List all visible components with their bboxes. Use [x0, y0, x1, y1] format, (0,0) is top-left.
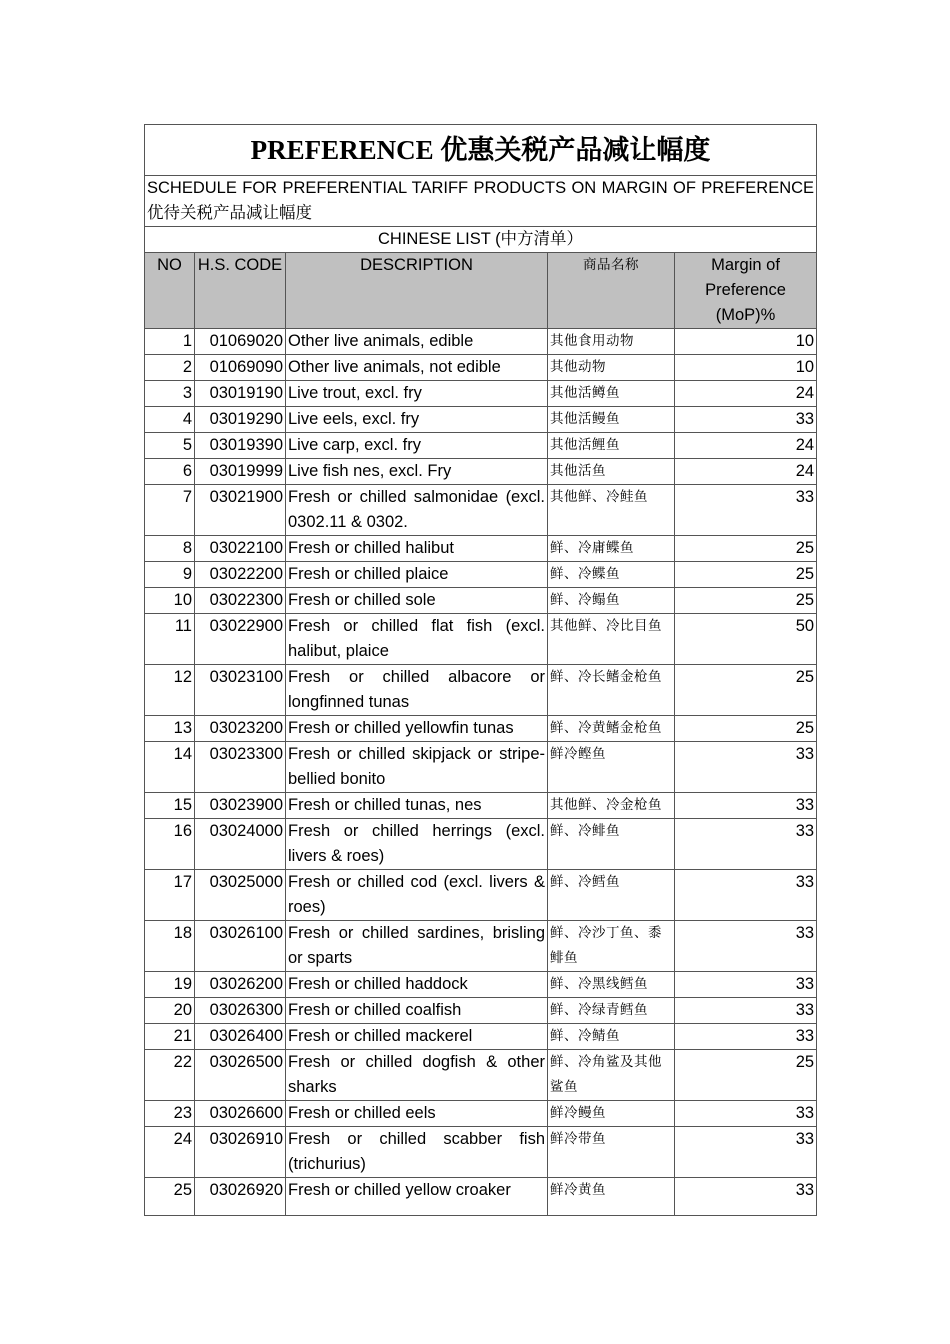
row-chinese-name: 鲜冷带鱼 — [548, 1127, 675, 1178]
row-chinese-name: 其他活鳗鱼 — [548, 407, 675, 433]
row-description: Fresh or chilled flat fish (excl. halibut, plaice — [286, 614, 548, 665]
row-margin: 33 — [675, 1024, 817, 1050]
row-hs-code: 03026600 — [195, 1101, 286, 1127]
row-hs-code: 03023100 — [195, 665, 286, 716]
row-description: Fresh or chilled sole — [286, 588, 548, 614]
row-hs-code: 03026910 — [195, 1127, 286, 1178]
row-hs-code: 03023200 — [195, 716, 286, 742]
row-chinese-name: 其他活鱼 — [548, 459, 675, 485]
table-row — [145, 1024, 817, 1050]
row-chinese-name: 鲜、冷鲱鱼 — [548, 819, 675, 870]
row-hs-code: 03023900 — [195, 793, 286, 819]
header-chinese-name: 商品名称 — [548, 253, 675, 329]
row-chinese-name: 鲜冷黄鱼 — [548, 1178, 675, 1216]
row-no: 19 — [145, 972, 195, 998]
row-description: Fresh or chilled coalfish — [286, 998, 548, 1024]
row-chinese-name: 鲜、冷绿青鳕鱼 — [548, 998, 675, 1024]
row-chinese-name: 其他活鳟鱼 — [548, 381, 675, 407]
row-description: Fresh or chilled herrings (excl. livers & roes) — [286, 819, 548, 870]
table-row — [145, 329, 817, 355]
row-chinese-name: 其他鲜、冷鲑鱼 — [548, 485, 675, 536]
row-description: Fresh or chilled tunas, nes — [286, 793, 548, 819]
row-no: 25 — [145, 1178, 195, 1216]
row-description: Live eels, excl. fry — [286, 407, 548, 433]
table-row — [145, 588, 817, 614]
row-chinese-name: 鲜、冷鲽鱼 — [548, 562, 675, 588]
row-margin: 24 — [675, 381, 817, 407]
row-margin: 50 — [675, 614, 817, 665]
table-row — [145, 921, 817, 972]
row-hs-code: 03022900 — [195, 614, 286, 665]
table-row — [145, 870, 817, 921]
table-row — [145, 536, 817, 562]
row-no: 6 — [145, 459, 195, 485]
row-no: 3 — [145, 381, 195, 407]
row-no: 11 — [145, 614, 195, 665]
row-description: Fresh or chilled haddock — [286, 972, 548, 998]
row-description: Fresh or chilled sardines, brisling or sparts — [286, 921, 548, 972]
table-row — [145, 355, 817, 381]
table-row — [145, 459, 817, 485]
row-chinese-name: 其他食用动物 — [548, 329, 675, 355]
row-chinese-name: 鲜、冷鲭鱼 — [548, 1024, 675, 1050]
schedule-heading: SCHEDULE FOR PREFERENTIAL TARIFF PRODUCTS ON MARGIN OF PREFERENCE 优待关税产品减让幅度 — [145, 176, 817, 227]
row-chinese-name: 其他动物 — [548, 355, 675, 381]
row-hs-code: 03019290 — [195, 407, 286, 433]
row-no: 20 — [145, 998, 195, 1024]
row-hs-code: 03022100 — [195, 536, 286, 562]
row-no: 9 — [145, 562, 195, 588]
row-margin: 10 — [675, 329, 817, 355]
row-hs-code: 03019999 — [195, 459, 286, 485]
table-row — [145, 1050, 817, 1101]
row-chinese-name: 其他鲜、冷金枪鱼 — [548, 793, 675, 819]
row-chinese-name: 鲜、冷长鳍金枪鱼 — [548, 665, 675, 716]
row-no: 13 — [145, 716, 195, 742]
row-hs-code: 03022200 — [195, 562, 286, 588]
row-hs-code: 01069090 — [195, 355, 286, 381]
row-chinese-name: 其他活鲤鱼 — [548, 433, 675, 459]
table-row — [145, 819, 817, 870]
row-chinese-name: 鲜、冷角鲨及其他鲨鱼 — [548, 1050, 675, 1101]
row-margin: 24 — [675, 433, 817, 459]
row-no: 1 — [145, 329, 195, 355]
row-hs-code: 01069020 — [195, 329, 286, 355]
row-margin: 33 — [675, 1178, 817, 1216]
row-no: 21 — [145, 1024, 195, 1050]
row-margin: 33 — [675, 407, 817, 433]
row-no: 5 — [145, 433, 195, 459]
list-title: CHINESE LIST (中方清单） — [145, 227, 817, 253]
row-margin: 25 — [675, 1050, 817, 1101]
row-no: 2 — [145, 355, 195, 381]
row-no: 8 — [145, 536, 195, 562]
row-no: 12 — [145, 665, 195, 716]
row-no: 16 — [145, 819, 195, 870]
row-description: Fresh or chilled albacore or longfinned tunas — [286, 665, 548, 716]
row-chinese-name: 鲜、冷庸鲽鱼 — [548, 536, 675, 562]
row-margin: 25 — [675, 562, 817, 588]
row-hs-code: 03026920 — [195, 1178, 286, 1216]
row-description: Fresh or chilled eels — [286, 1101, 548, 1127]
row-description: Fresh or chilled cod (excl. livers & roes) — [286, 870, 548, 921]
row-description: Other live animals, not edible — [286, 355, 548, 381]
row-no: 15 — [145, 793, 195, 819]
header-no: NO — [145, 253, 195, 329]
table-row — [145, 716, 817, 742]
row-chinese-name: 鲜、冷沙丁鱼、黍鲱鱼 — [548, 921, 675, 972]
row-description: Fresh or chilled scabber fish (trichurius) — [286, 1127, 548, 1178]
table-row — [145, 998, 817, 1024]
row-chinese-name: 鲜冷鳗鱼 — [548, 1101, 675, 1127]
row-margin: 25 — [675, 536, 817, 562]
header-hs-code: H.S. CODE — [195, 253, 286, 329]
row-margin: 33 — [675, 972, 817, 998]
row-no: 4 — [145, 407, 195, 433]
row-margin: 24 — [675, 459, 817, 485]
row-chinese-name: 鲜、冷鳕鱼 — [548, 870, 675, 921]
row-no: 18 — [145, 921, 195, 972]
row-margin: 33 — [675, 1101, 817, 1127]
row-hs-code: 03026300 — [195, 998, 286, 1024]
table-row — [145, 972, 817, 998]
table-row — [145, 614, 817, 665]
row-margin: 25 — [675, 588, 817, 614]
row-description: Other live animals, edible — [286, 329, 548, 355]
table-row — [145, 1127, 817, 1178]
row-description: Fresh or chilled yellowfin tunas — [286, 716, 548, 742]
row-margin: 33 — [675, 1127, 817, 1178]
table-header-row — [145, 253, 817, 329]
tariff-table — [144, 124, 817, 1216]
row-description: Live fish nes, excl. Fry — [286, 459, 548, 485]
row-no: 7 — [145, 485, 195, 536]
row-hs-code: 03019390 — [195, 433, 286, 459]
row-no: 17 — [145, 870, 195, 921]
row-description: Live carp, excl. fry — [286, 433, 548, 459]
row-margin: 25 — [675, 716, 817, 742]
header-description: DESCRIPTION — [286, 253, 548, 329]
table-row — [145, 742, 817, 793]
row-hs-code: 03026400 — [195, 1024, 286, 1050]
row-description: Fresh or chilled dogfish & other sharks — [286, 1050, 548, 1101]
row-margin: 33 — [675, 742, 817, 793]
row-description: Fresh or chilled skipjack or stripe-bellied bonito — [286, 742, 548, 793]
row-margin: 33 — [675, 921, 817, 972]
row-no: 14 — [145, 742, 195, 793]
row-chinese-name: 其他鲜、冷比目鱼 — [548, 614, 675, 665]
row-chinese-name: 鲜、冷鳎鱼 — [548, 588, 675, 614]
table-row — [145, 407, 817, 433]
row-chinese-name: 鲜、冷黄鳍金枪鱼 — [548, 716, 675, 742]
row-description: Fresh or chilled salmonidae (excl. 0302.11 & 0302. — [286, 485, 548, 536]
row-hs-code: 03019190 — [195, 381, 286, 407]
row-margin: 25 — [675, 665, 817, 716]
row-description: Live trout, excl. fry — [286, 381, 548, 407]
row-hs-code: 03023300 — [195, 742, 286, 793]
table-row — [145, 1101, 817, 1127]
row-no: 10 — [145, 588, 195, 614]
row-margin: 33 — [675, 819, 817, 870]
row-description: Fresh or chilled yellow croaker — [286, 1178, 548, 1216]
tariff-schedule-sheet — [144, 124, 816, 1216]
row-description: Fresh or chilled plaice — [286, 562, 548, 588]
row-no: 24 — [145, 1127, 195, 1178]
row-hs-code: 03022300 — [195, 588, 286, 614]
table-row — [145, 485, 817, 536]
row-hs-code: 03026100 — [195, 921, 286, 972]
row-margin: 33 — [675, 870, 817, 921]
row-chinese-name: 鲜、冷黑线鳕鱼 — [548, 972, 675, 998]
row-hs-code: 03025000 — [195, 870, 286, 921]
row-hs-code: 03026200 — [195, 972, 286, 998]
page-title: PREFERENCE 优惠关税产品减让幅度 — [145, 125, 817, 176]
table-row — [145, 433, 817, 459]
row-margin: 33 — [675, 998, 817, 1024]
header-margin: Margin of Preference (MoP)% — [675, 253, 817, 329]
row-margin: 33 — [675, 485, 817, 536]
row-description: Fresh or chilled halibut — [286, 536, 548, 562]
row-hs-code: 03024000 — [195, 819, 286, 870]
table-row — [145, 562, 817, 588]
row-description: Fresh or chilled mackerel — [286, 1024, 548, 1050]
table-row — [145, 793, 817, 819]
row-no: 23 — [145, 1101, 195, 1127]
row-hs-code: 03026500 — [195, 1050, 286, 1101]
row-hs-code: 03021900 — [195, 485, 286, 536]
row-margin: 33 — [675, 793, 817, 819]
row-no: 22 — [145, 1050, 195, 1101]
row-margin: 10 — [675, 355, 817, 381]
table-row — [145, 381, 817, 407]
table-row — [145, 1178, 817, 1216]
row-chinese-name: 鲜冷鲣鱼 — [548, 742, 675, 793]
table-row — [145, 665, 817, 716]
